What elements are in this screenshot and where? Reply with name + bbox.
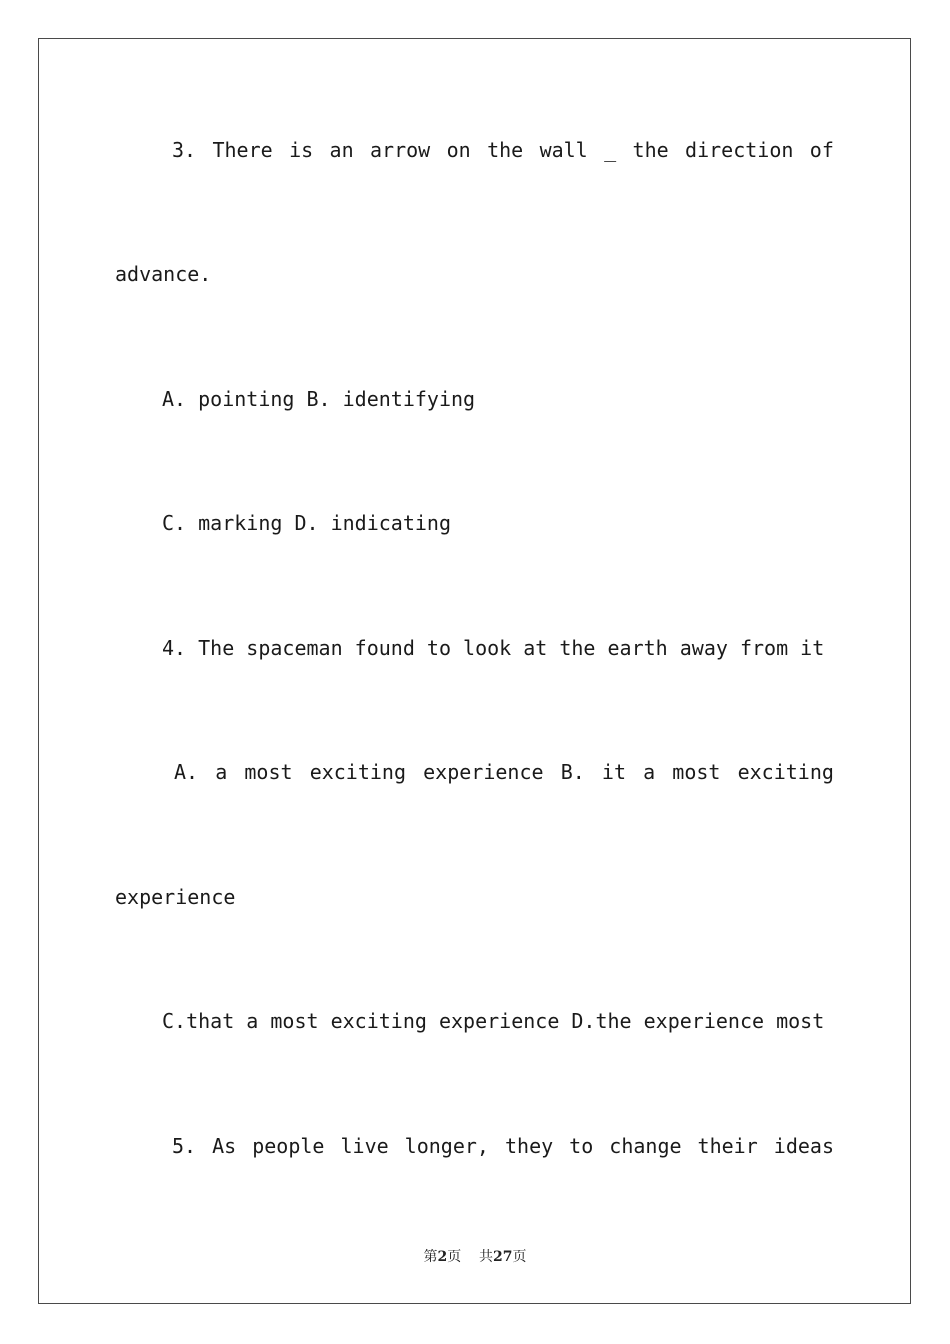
page-border xyxy=(38,38,911,1304)
q5-stem-word: live xyxy=(340,1134,389,1158)
q4-options-ab-word: B. xyxy=(560,760,585,784)
q5-stem-word: they xyxy=(504,1134,554,1158)
q5-stem-word: As xyxy=(212,1134,237,1158)
q5-stem-word: change xyxy=(609,1134,682,1158)
q3-stem-line1-word: the xyxy=(632,138,669,162)
q5-stem-word: longer, xyxy=(404,1134,489,1158)
footer-total-pages: 27 xyxy=(493,1249,513,1265)
q4-options-ab-word: most xyxy=(244,760,293,784)
q4-options-ab xyxy=(174,759,834,785)
q5-stem xyxy=(172,1133,834,1159)
q3-stem-line1-word: is xyxy=(289,138,314,162)
q4-options-ab-word: exciting xyxy=(737,760,834,784)
q3-stem-line1-word: wall xyxy=(539,138,588,162)
footer-total-suffix: 页 xyxy=(512,1249,527,1265)
q3-stem-line1 xyxy=(172,137,834,163)
footer-page-number: 2 xyxy=(437,1249,448,1265)
q4-options-ab-word: most xyxy=(672,760,721,784)
footer-total-prefix: 共 xyxy=(479,1249,494,1265)
q3-options-cd: C. marking D. indicating xyxy=(162,511,451,535)
q4-options-ab-word: a xyxy=(215,760,228,784)
q3-stem-line1-word: direction xyxy=(685,138,794,162)
q3-options-ab: A. pointing B. identifying xyxy=(162,387,476,411)
q4-options-cd: C.that a most exciting experience D.the experience most xyxy=(162,1009,825,1033)
q4-options-ab-word: a xyxy=(643,760,656,784)
q4-options-ab-continued: experience xyxy=(115,885,236,909)
q3-stem-line1-word: 3. xyxy=(172,138,197,162)
q3-stem-line1-word: _ xyxy=(604,138,617,162)
q3-stem-line1-word: the xyxy=(487,138,524,162)
q4-options-ab-word: A. xyxy=(174,760,199,784)
q5-stem-word: their xyxy=(697,1134,758,1158)
q3-stem-line1-word: arrow xyxy=(370,138,431,162)
footer-page-suffix: 页 xyxy=(447,1249,462,1265)
q5-stem-word: to xyxy=(569,1134,594,1158)
q4-options-ab-word: exciting xyxy=(309,760,407,784)
q5-stem-word: ideas xyxy=(773,1134,834,1158)
q5-stem-word: 5. xyxy=(172,1134,197,1158)
q3-stem-line1-word: an xyxy=(329,138,354,162)
footer-prefix: 第 xyxy=(423,1249,438,1265)
q4-stem: 4. The spaceman found to look at the earth away from it xyxy=(162,636,825,660)
q3-stem-line1-word: There xyxy=(212,138,273,162)
page-footer xyxy=(0,1246,950,1266)
q4-options-ab-word: it xyxy=(601,760,626,784)
q3-stem-line1-word: of xyxy=(809,138,834,162)
q3-stem-line1-word: on xyxy=(446,138,471,162)
q4-options-ab-word: experience xyxy=(423,760,544,784)
q3-stem-line2: advance. xyxy=(115,262,212,286)
q5-stem-word: people xyxy=(252,1134,325,1158)
